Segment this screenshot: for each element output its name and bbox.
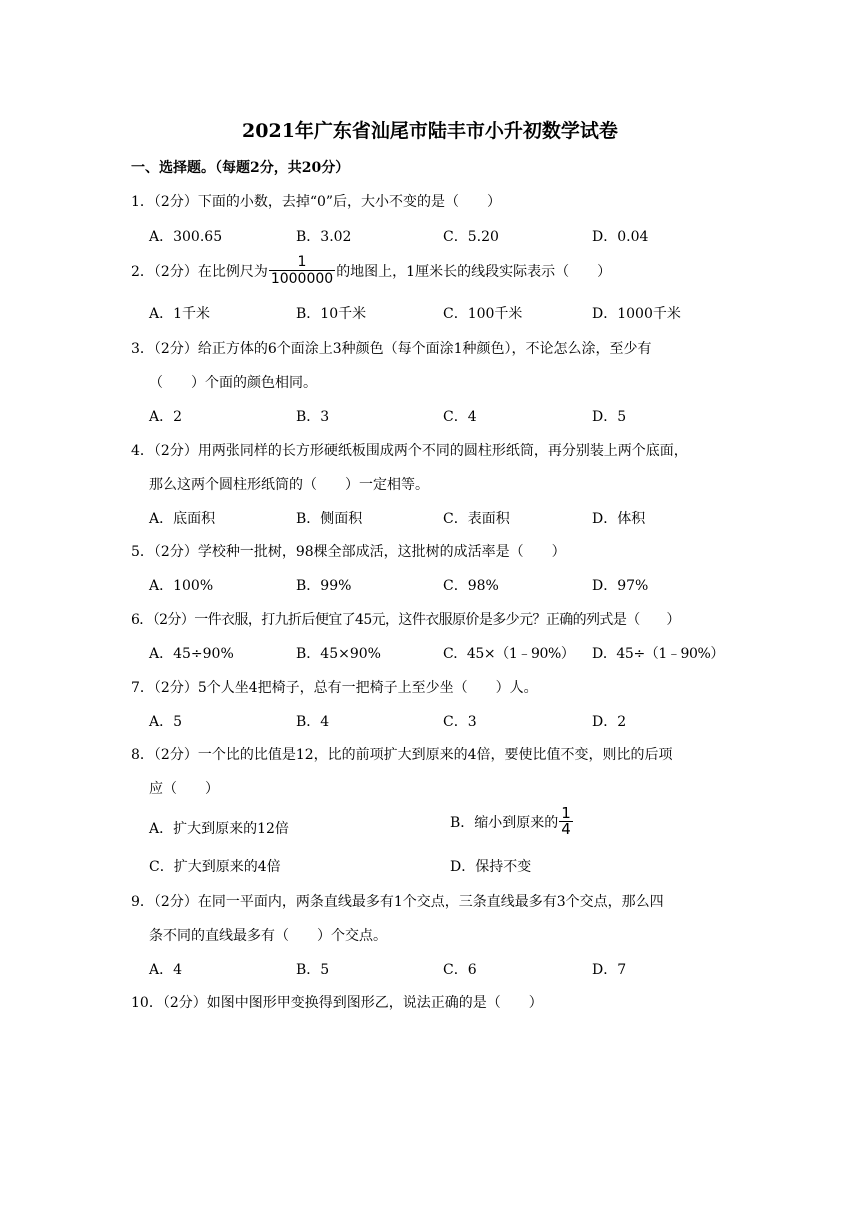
q4-option-a: A．底面积 bbox=[149, 511, 216, 527]
section-heading-choice: 一、选择题。（每题2分，共20分） bbox=[131, 160, 350, 176]
quarter-fraction-denominator: 4 bbox=[561, 820, 571, 838]
q6-option-d: D．45÷（1﹣90%） bbox=[592, 646, 724, 662]
quarter-fraction bbox=[559, 806, 573, 837]
q6-option-c: C．45×（1﹣90%） bbox=[443, 646, 575, 662]
q3-option-b: B．3 bbox=[296, 409, 330, 425]
q3-option-c: C．4 bbox=[443, 409, 477, 425]
question-9-stem-line1: 9．（2分）在同一平面内，两条直线最多有1个交点，三条直线最多有3个交点，那么四 bbox=[131, 894, 664, 910]
question-2-stem bbox=[131, 254, 611, 287]
q7-option-c: C．3 bbox=[443, 714, 477, 730]
q1-option-a: A．300.65 bbox=[149, 229, 223, 245]
q8-option-c: C．扩大到原来的4倍 bbox=[149, 859, 281, 875]
question-10-stem: 10．（2分）如图中图形甲变换得到图形乙，说法正确的是（ ） bbox=[131, 995, 543, 1011]
question-1-stem: 1．（2分）下面的小数，去掉“0”后，大小不变的是（ ） bbox=[131, 194, 502, 210]
q8-option-d: D．保持不变 bbox=[450, 859, 532, 875]
scale-fraction-numerator: 1 bbox=[297, 254, 307, 270]
q2-stem-part-a: 2．（2分）在比例尺为 bbox=[131, 263, 268, 280]
question-9-stem-line2: 条不同的直线最多有（ ）个交点。 bbox=[149, 928, 387, 944]
q8-option-a: A．扩大到原来的12倍 bbox=[149, 821, 289, 837]
q2-stem-part-b: 的地图上，1厘米长的线段实际表示（ ） bbox=[336, 263, 612, 280]
q5-option-d: D．97% bbox=[592, 578, 649, 594]
q1-option-d: D．0.04 bbox=[592, 229, 649, 245]
question-3-stem-line1: 3．（2分）给正方体的6个面涂上3种颜色（每个面涂1种颜色），不论怎么涂，至少有 bbox=[131, 341, 652, 357]
question-3-stem-line2: （ ）个面的颜色相同。 bbox=[149, 375, 317, 391]
q2-option-b: B．10千米 bbox=[296, 306, 367, 322]
question-6-stem: 6．（2分）一件衣服，打九折后便宜了45元，这件衣服原价是多少元？正确的列式是（ ） bbox=[131, 612, 680, 628]
q2-option-c: C．100千米 bbox=[443, 306, 523, 322]
quarter-fraction-numerator: 1 bbox=[561, 804, 571, 822]
q9-option-d: D．7 bbox=[592, 962, 627, 978]
question-8-stem-line1: 8．（2分）一个比的比值是12，比的前项扩大到原来的4倍，要使比值不变，则比的后项 bbox=[131, 747, 673, 763]
q9-option-b: B．5 bbox=[296, 962, 330, 978]
question-5-stem: 5．（2分）学校种一批树，98棵全部成活，这批树的成活率是（ ） bbox=[131, 544, 566, 560]
q9-option-a: A．4 bbox=[149, 962, 183, 978]
q2-option-d: D．1000千米 bbox=[592, 306, 681, 322]
q8-option-b bbox=[450, 806, 574, 837]
q7-option-b: B．4 bbox=[296, 714, 330, 730]
q5-option-c: C．98% bbox=[443, 578, 499, 594]
page-title: 2021年广东省汕尾市陆丰市小升初数学试卷 bbox=[242, 120, 618, 142]
question-4-stem-line1: 4．（2分）用两张同样的长方形硬纸板围成两个不同的圆柱形纸筒，再分别装上两个底面， bbox=[131, 443, 688, 459]
q4-option-c: C．表面积 bbox=[443, 511, 510, 527]
scale-fraction-denominator: 1000000 bbox=[270, 271, 334, 287]
q5-option-a: A．100% bbox=[149, 578, 214, 594]
q3-option-a: A．2 bbox=[149, 409, 183, 425]
q1-option-b: B．3.02 bbox=[296, 229, 352, 245]
q4-option-d: D．体积 bbox=[592, 511, 646, 527]
question-7-stem: 7．（2分）5个人坐4把椅子，总有一把椅子上至少坐（ ）人。 bbox=[131, 680, 538, 696]
q5-option-b: B．99% bbox=[296, 578, 352, 594]
question-4-stem-line2: 那么这两个圆柱形纸筒的（ ）一定相等。 bbox=[149, 477, 429, 493]
q3-option-d: D．5 bbox=[592, 409, 627, 425]
q2-option-a: A．1千米 bbox=[149, 306, 211, 322]
question-8-stem-line2: 应（ ） bbox=[149, 781, 219, 797]
q8-option-b-text: B．缩小到原来的 bbox=[450, 814, 559, 831]
q6-option-a: A．45÷90% bbox=[149, 646, 234, 662]
scale-fraction bbox=[269, 254, 335, 287]
q7-option-d: D．2 bbox=[592, 714, 627, 730]
q9-option-c: C．6 bbox=[443, 962, 477, 978]
q7-option-a: A．5 bbox=[149, 714, 183, 730]
q1-option-c: C．5.20 bbox=[443, 229, 499, 245]
q6-option-b: B．45×90% bbox=[296, 646, 381, 662]
q4-option-b: B．侧面积 bbox=[296, 511, 363, 527]
